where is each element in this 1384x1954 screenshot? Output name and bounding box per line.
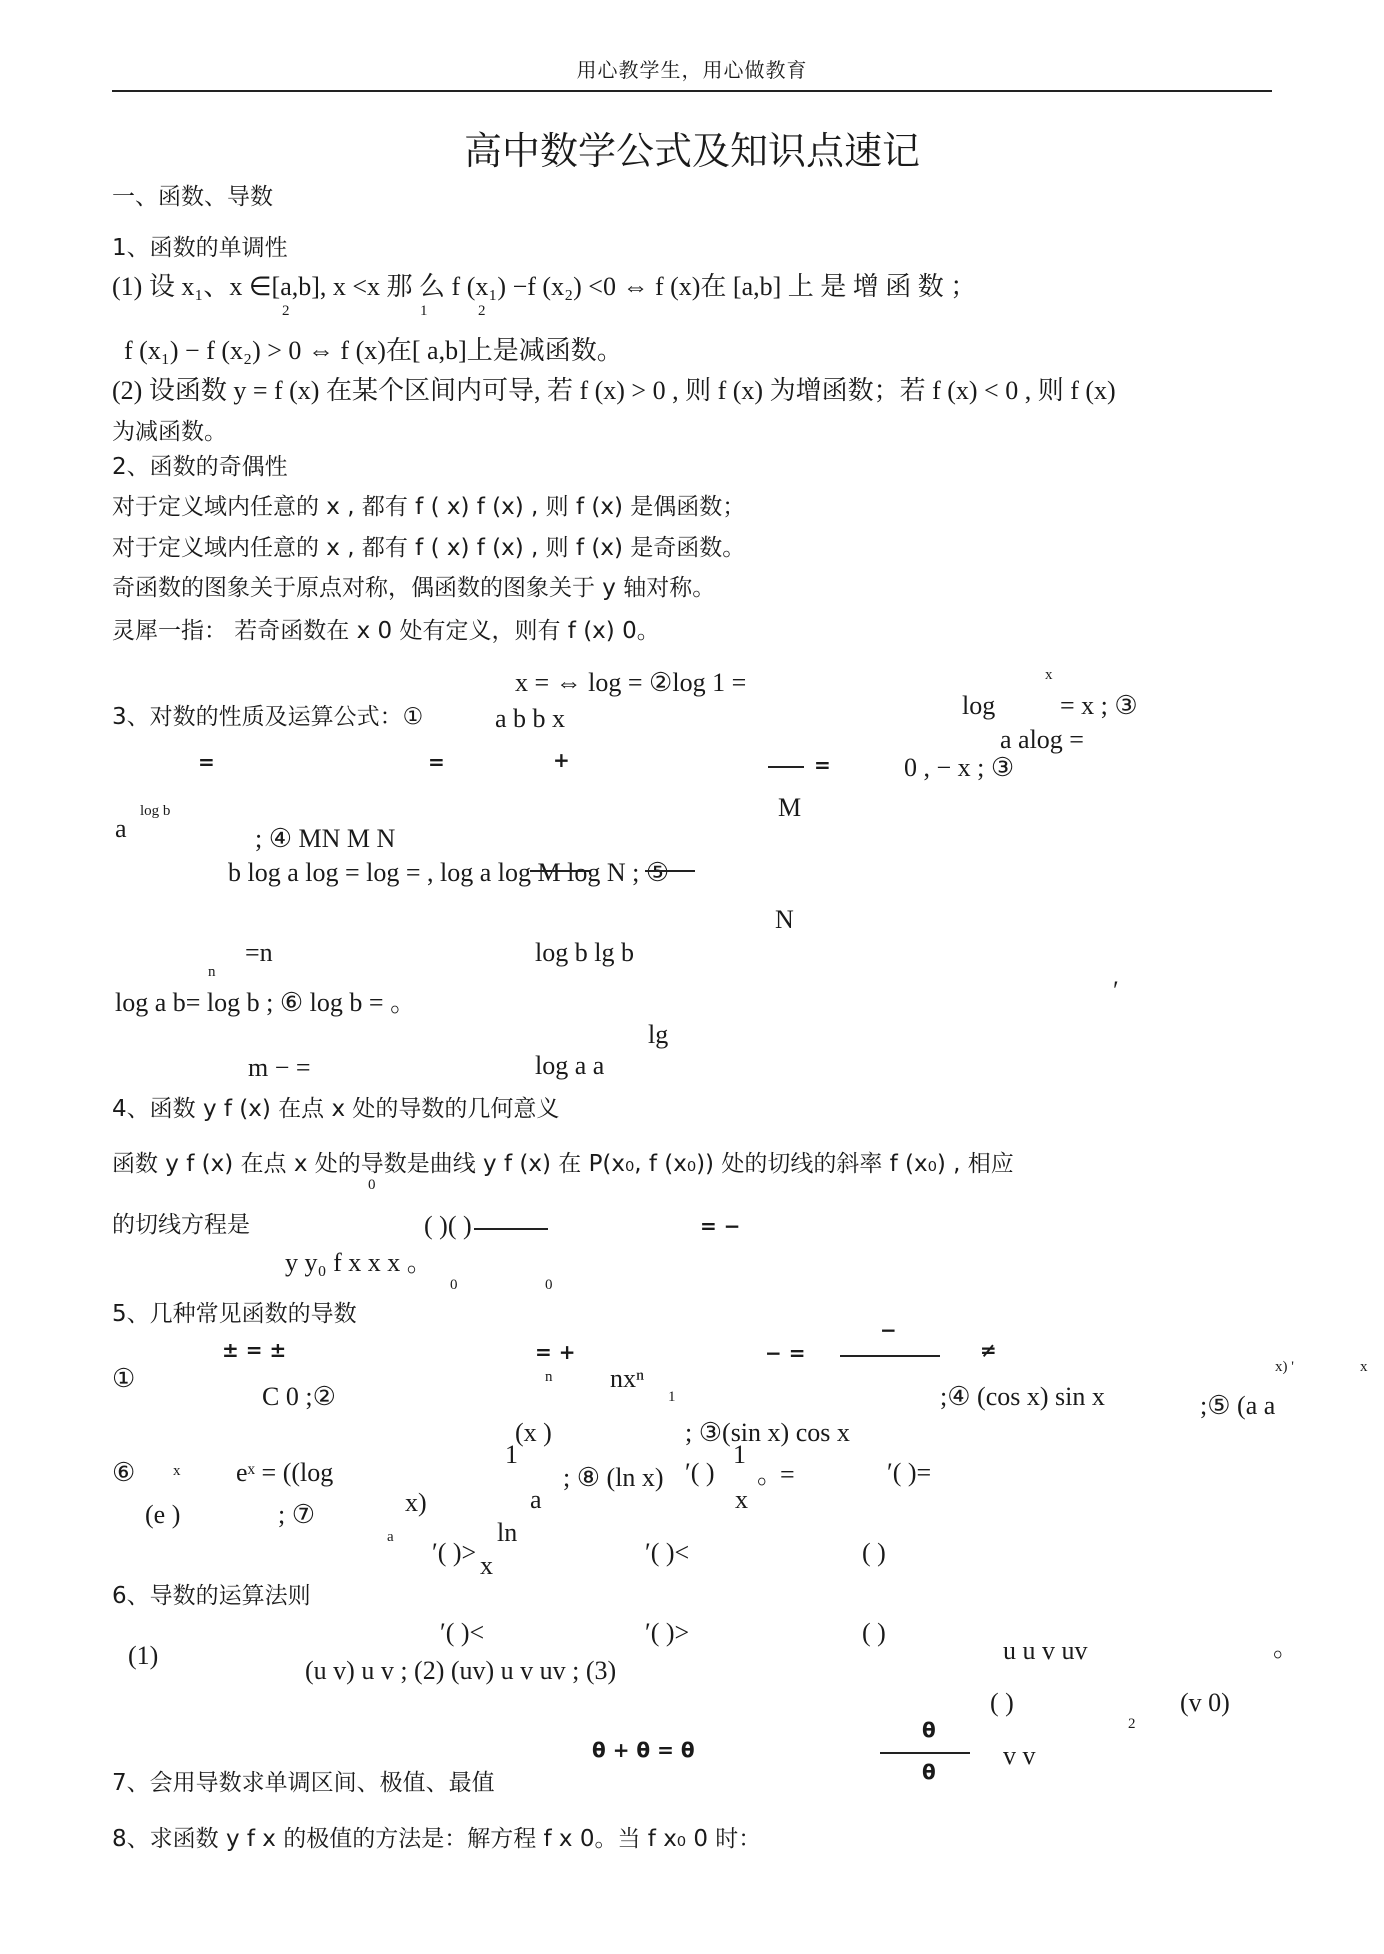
formula-fragment: ′( )< (440, 1618, 485, 1647)
subscript-text: 0 (450, 1277, 458, 1293)
subsection-monotonic-extrema: 7、会用导数求单调区间、极值、最值 (112, 1770, 495, 1796)
subsection-derivative-rules: 6、导数的运算法则 (112, 1583, 311, 1609)
derivative-formula-fragment: x) (405, 1488, 427, 1517)
monotonicity-line-2: f (x₁) − f (x₂) > 0 ⇔ f (x)在[ a,b]上是减函数。 (124, 336, 623, 365)
derivative-formula-fragment: ′( )< (645, 1538, 690, 1567)
not-equal-sign: ≠ (980, 1338, 997, 1362)
derivative-formula-fragment: 。 (757, 1460, 784, 1489)
equals-sign: = (428, 750, 445, 774)
equals-sign: = (814, 753, 831, 777)
derivative-formula-fragment: x (735, 1485, 748, 1514)
derivative-formula-fragment: ( ) (862, 1538, 886, 1567)
log-formula-fragment: lg (648, 1020, 669, 1049)
superscript-text: n (545, 1369, 553, 1385)
page-title: 高中数学公式及知识点速记 (463, 129, 920, 173)
subscript-text: 0 (368, 1177, 376, 1193)
formula-fragment: ( )( ) (424, 1211, 472, 1240)
derivative-formula-fragment: = (780, 1460, 795, 1489)
log-formula-fragment: ; ④ MN M N (255, 824, 396, 853)
log-formula-fragment: =n (245, 938, 273, 967)
derivative-formula-fragment: ln (497, 1518, 518, 1547)
derivative-formula-fragment: C 0 ;② (262, 1382, 336, 1411)
subsection-monotonicity: 1、函数的单调性 (112, 235, 288, 261)
log-formula-fragment: log a a (535, 1051, 605, 1080)
derivative-formula-fragment: ;⑤ (a a (1200, 1391, 1276, 1420)
superscript-text: x) ' (1275, 1359, 1294, 1375)
monotonicity-line-3: (2) 设函数 y = f (x) 在某个区间内可导, 若 f (x) > 0 , 则 f (x) 为增函数；若 f (x) < 0 , 则 f (x) (112, 376, 1116, 405)
derivative-formula-fragment: (e ) (145, 1500, 181, 1529)
derivative-formula-fragment: ; ⑦ (278, 1500, 316, 1529)
log-formula-fragment: N (775, 905, 794, 934)
subsection-extreme-value-method: 8、求函数 y f x 的极值的方法是：解方程 f x 0。当 f x₀ 0 时： (112, 1826, 762, 1852)
derivative-formula-fragment: ⑥ (112, 1458, 136, 1487)
log-formula-fragment: M (778, 793, 802, 822)
derivative-meaning-line-2: 的切线方程是 (112, 1212, 250, 1238)
derivative-formula-fragment: nxⁿ (610, 1364, 645, 1393)
log-formula-fragment: 0 , − x ; ③ (904, 753, 1015, 782)
quotient-rule-fragment: ( ) (990, 1688, 1014, 1717)
fraction-bar (530, 870, 590, 872)
fraction-bar (840, 1355, 940, 1357)
derivative-rules-line: (u v) u v ; (2) (uv) u v uv ; (3) (305, 1656, 617, 1685)
equals-sign: = (198, 750, 215, 774)
quotient-rule-denominator: v v (1003, 1741, 1036, 1770)
derivative-formula-fragment: ′( )= (887, 1458, 932, 1487)
derivative-formula-fragment: ; ⑧ (ln x) (563, 1463, 664, 1492)
derivative-formula-fragment: ① (112, 1364, 136, 1393)
parity-line-tip: 灵犀一指： 若奇函数在 x 0 处有定义，则有 f (x) 0。 (112, 618, 660, 644)
log-formula-fragment: = x ; ③ (1060, 691, 1138, 720)
derivative-formula-fragment: ; ③(sin x) cos x (685, 1418, 850, 1447)
page-header: 用心教学生，用心做教育 (576, 58, 808, 82)
equals-sign: = − (700, 1214, 741, 1238)
log-formula-fragment: a (115, 814, 127, 843)
derivative-formula-fragment: x (480, 1551, 493, 1580)
subsection-common-derivatives: 5、几种常见函数的导数 (112, 1301, 357, 1327)
formula-fragment: ( ) (862, 1618, 886, 1647)
quotient-rule-condition: (v 0) (1180, 1688, 1230, 1717)
symbol-row: ± = ± (222, 1338, 287, 1362)
derivative-formula-fragment: 1 (733, 1440, 746, 1469)
derivative-formula-fragment: ′( ) (685, 1458, 715, 1487)
fraction-bar (474, 1228, 548, 1230)
period-mark: 。 (1273, 1633, 1300, 1662)
tangent-line-formula: y y₀ f x x x 。 (285, 1248, 433, 1277)
fraction-bar (768, 766, 804, 768)
section-heading-functions: 一、函数、导数 (112, 184, 273, 210)
monotonicity-line-1: (1) 设 x₁、x ∈[a,b], x <x 那 么 f (x₁) −f (x₂) <0 ⇔ f (x)在 [a,b] 上 是 增 函 数 ； (112, 272, 977, 301)
derivative-formula-fragment: 1 (505, 1440, 518, 1469)
derivative-formula-fragment: a (530, 1485, 542, 1514)
log-formula-fragment: log (962, 691, 996, 720)
subscript-text: 2 (478, 303, 486, 319)
derivative-formula-fragment: (x ) (515, 1418, 552, 1447)
superscript-text: 1 (668, 1389, 676, 1405)
superscript-text: n (208, 964, 216, 980)
monotonicity-line-4: 为减函数。 (112, 419, 227, 445)
log-formula-fragment: a alog = (1000, 725, 1084, 754)
log-formula-fragment: log a b= log b ; ⑥ log b = 。 (115, 988, 417, 1017)
log-formula-fragment: b log a log = log = , log a log M log N ; ⑤ (228, 858, 670, 887)
subscript-text: x (1045, 667, 1053, 683)
symbol-row: − = (765, 1341, 806, 1365)
superscript-text: log b (140, 803, 171, 819)
subscript-text: a (387, 1529, 394, 1545)
derivative-rules-label: (1) (128, 1641, 159, 1670)
subsection-derivative-meaning: 4、函数 y f (x) 在点 x 处的导数的几何意义 (112, 1096, 560, 1122)
minus-sign: − (880, 1318, 897, 1342)
parity-line-odd: 对于定义域内任意的 x , 都有 f ( x) f (x) , 则 f (x) 是奇函数。 (112, 535, 746, 561)
parity-line-even: 对于定义域内任意的 x , 都有 f ( x) f (x) , 则 f (x) 是偶函数； (112, 494, 746, 520)
theta-symbol: θ (922, 1718, 936, 1742)
parity-line-symmetry: 奇函数的图象关于原点对称，偶函数的图象关于 y 轴对称。 (112, 575, 716, 601)
quotient-rule-numerator: u u v uv (1003, 1636, 1088, 1665)
derivative-formula-fragment: eˣ = ((log (236, 1458, 334, 1487)
log-formula-fragment: x = ⇔ log = ②log 1 = (515, 668, 747, 697)
fraction-bar (645, 870, 695, 872)
subscript-text: 1 (420, 303, 428, 319)
symbol-row: = + (535, 1340, 576, 1364)
derivative-meaning-line-1: 函数 y f (x) 在点 x 处的导数是曲线 y f (x) 在 P(x₀, f (x₀)) 处的切线的斜率 f (x₀) , 相应 (112, 1151, 1014, 1177)
plus-sign: + (553, 748, 570, 772)
derivative-formula-fragment: ;④ (cos x) sin x (940, 1382, 1105, 1411)
fraction-bar (880, 1752, 970, 1754)
formula-fragment: ′( )> (645, 1618, 690, 1647)
superscript-text: x (1360, 1359, 1368, 1375)
derivative-formula-fragment: ′( )> (432, 1538, 477, 1567)
subsection-logarithms: 3、对数的性质及运算公式：① (112, 704, 424, 730)
log-formula-fragment: m − = (248, 1053, 311, 1082)
subscript-text: 0 (545, 1277, 553, 1293)
subsection-parity: 2、函数的奇偶性 (112, 454, 288, 480)
log-formula-fragment: log b lg b (535, 938, 634, 967)
header-rule (112, 90, 1272, 92)
prime-mark: ′ (1113, 976, 1119, 1005)
subscript-text: 2 (282, 303, 290, 319)
log-formula-fragment: a b b x (495, 704, 566, 733)
symbol-row: θ + θ = θ (592, 1738, 695, 1762)
superscript-text: x (173, 1463, 181, 1479)
superscript-text: 2 (1128, 1716, 1136, 1732)
theta-symbol: θ (922, 1760, 936, 1784)
